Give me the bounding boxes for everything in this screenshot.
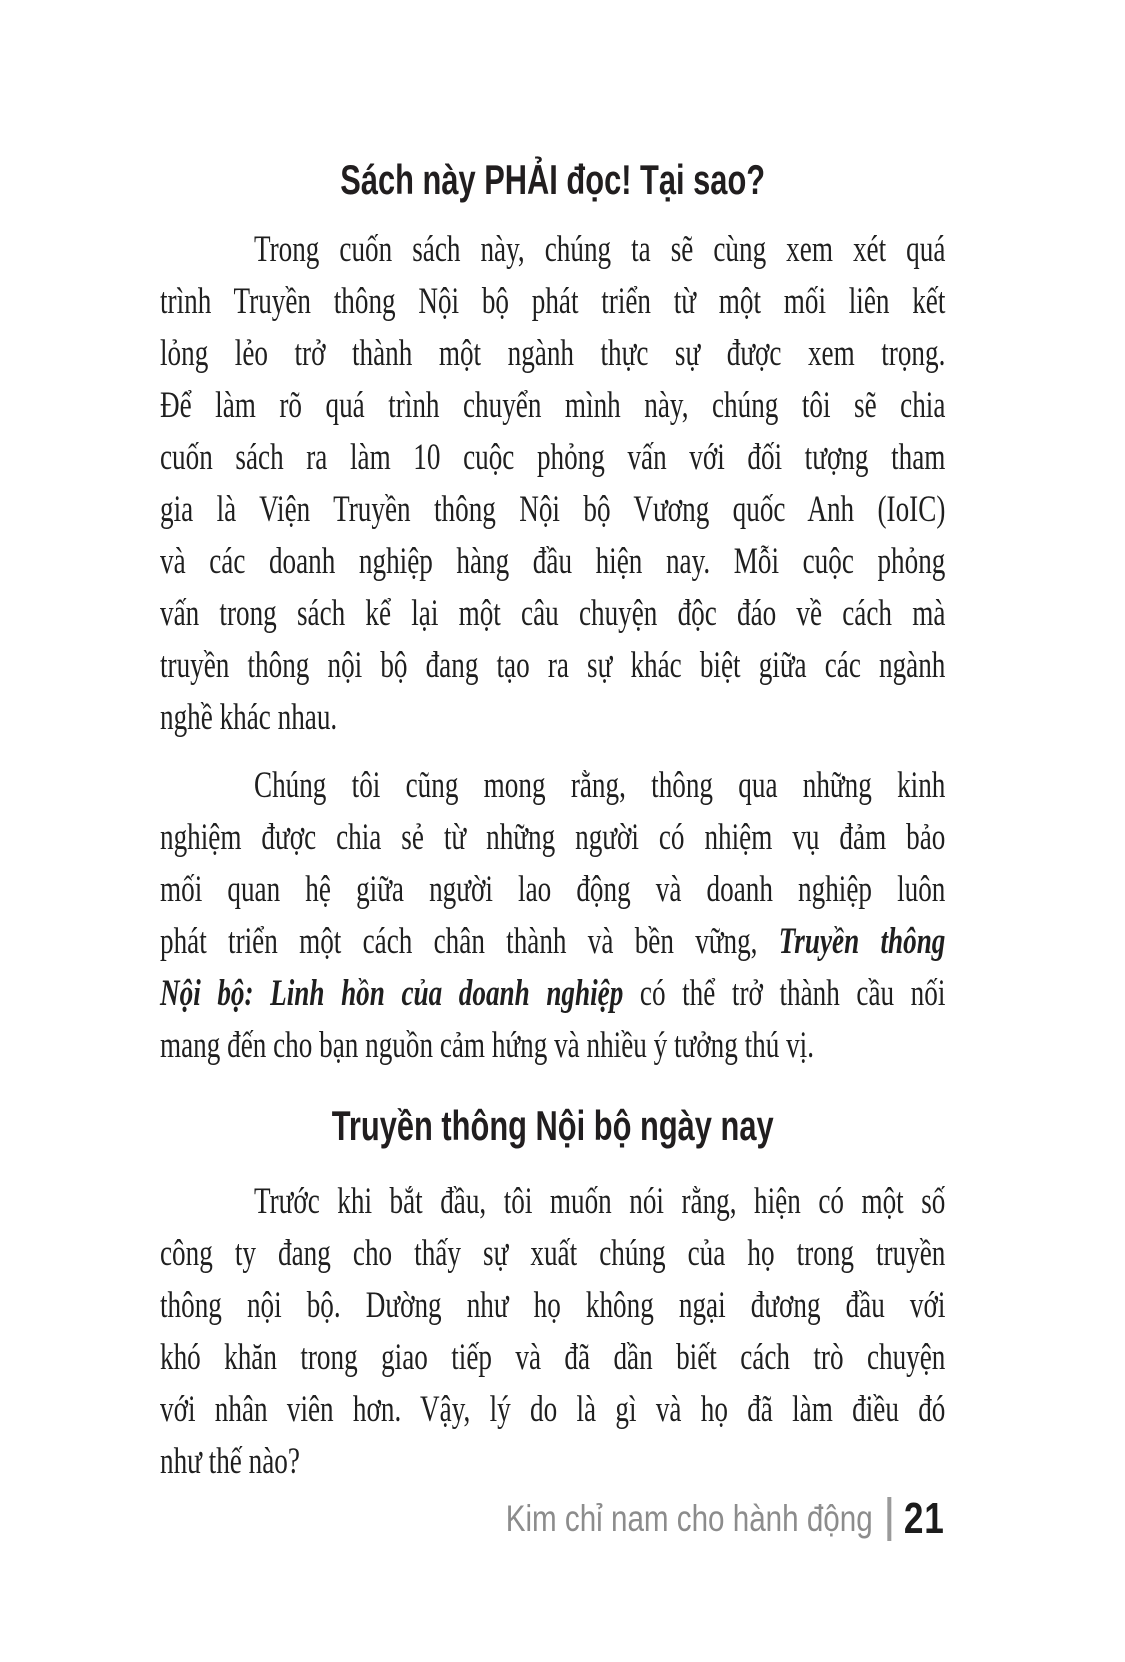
text-line bbox=[160, 968, 945, 1020]
text-segment: và các doanh nghiệp hàng đầu hiện nay. Mỗi cuộc phỏng bbox=[160, 541, 946, 582]
text-segment: với nhân viên hơn. Vậy, lý do là gì và họ đã làm điều đó bbox=[160, 1389, 946, 1430]
text-segment: Để làm rõ quá trình chuyển mình này, chúng tôi sẽ chia bbox=[160, 385, 946, 426]
text-segment: cuốn sách ra làm 10 cuộc phỏng vấn với đối tượng tham bbox=[160, 437, 946, 478]
text-line bbox=[160, 760, 945, 812]
paragraph bbox=[160, 224, 945, 744]
heading-internal-comms-today: Truyền thông Nội bộ ngày nay bbox=[331, 1102, 774, 1149]
text-segment: vấn trong sách kể lại một câu chuyện độc đáo về cách mà bbox=[160, 593, 946, 634]
text-line bbox=[160, 1280, 945, 1332]
text-line bbox=[160, 916, 945, 968]
footer-page-number: 21 bbox=[904, 1494, 945, 1543]
text-line bbox=[160, 380, 945, 432]
text-line bbox=[160, 864, 945, 916]
text-segment: khó khăn trong giao tiếp và đã dần biết cách trò chuyện bbox=[160, 1337, 946, 1378]
text-segment: mang đến cho bạn nguồn cảm hứng và nhiều ý tưởng thú vị. bbox=[160, 1025, 814, 1066]
text-line bbox=[160, 812, 945, 864]
text-segment: Trước khi bắt đầu, tôi muốn nói rằng, hiện có một số bbox=[253, 1181, 946, 1222]
text-line bbox=[160, 1020, 945, 1072]
text-column bbox=[160, 150, 945, 1504]
heading-why-read-this-book: Sách này PHẢI đọc! Tại sao? bbox=[340, 156, 766, 203]
text-line bbox=[160, 692, 945, 744]
text-segment: thông nội bộ. Dường như họ không ngại đương đầu với bbox=[160, 1285, 946, 1326]
paragraph bbox=[160, 1176, 945, 1488]
text-segment: trình Truyền thông Nội bộ phát triển từ một mối liên kết bbox=[160, 281, 946, 322]
text-segment: như thế nào? bbox=[160, 1441, 300, 1482]
text-line bbox=[160, 588, 945, 640]
footer-divider bbox=[887, 1497, 891, 1541]
footer-running-title: Kim chỉ nam cho hành động bbox=[506, 1498, 874, 1539]
page-footer bbox=[506, 1494, 945, 1544]
text-segment: nghề khác nhau. bbox=[160, 697, 338, 738]
text-segment: lỏng lẻo trở thành một ngành thực sự được xem trọng. bbox=[160, 333, 946, 374]
text-line bbox=[160, 328, 945, 380]
text-segment: Chúng tôi cũng mong rằng, thông qua những kinh bbox=[253, 765, 946, 806]
text-segment: truyền thông nội bộ đang tạo ra sự khác biệt giữa các ngành bbox=[160, 645, 946, 686]
book-title-emphasis: Nội bộ: Linh hồn của doanh nghiệp bbox=[160, 973, 624, 1014]
text-segment: mối quan hệ giữa người lao động và doanh nghiệp luôn bbox=[160, 869, 946, 910]
text-line bbox=[160, 1332, 945, 1384]
text-line bbox=[160, 484, 945, 536]
text-segment: có thể trở thành cầu nối bbox=[623, 973, 946, 1014]
section-1-paragraphs bbox=[160, 224, 945, 1072]
paragraph bbox=[160, 760, 945, 1072]
text-line bbox=[160, 640, 945, 692]
text-line bbox=[160, 1176, 945, 1228]
text-segment: Trong cuốn sách này, chúng ta sẽ cùng xem xét quá bbox=[253, 229, 946, 270]
section-2-paragraphs bbox=[160, 1176, 945, 1488]
text-segment: nghiệm được chia sẻ từ những người có nhiệm vụ đảm bảo bbox=[160, 817, 946, 858]
text-line bbox=[160, 1436, 945, 1488]
book-title-emphasis: Truyền thông bbox=[778, 921, 946, 962]
text-line bbox=[160, 1228, 945, 1280]
text-segment: công ty đang cho thấy sự xuất chúng của họ trong truyền bbox=[160, 1233, 946, 1274]
text-line bbox=[160, 536, 945, 588]
text-segment: phát triển một cách chân thành và bền vững, bbox=[160, 921, 779, 962]
text-segment: gia là Viện Truyền thông Nội bộ Vương quốc Anh (IoIC) bbox=[160, 489, 946, 530]
text-line bbox=[160, 224, 945, 276]
text-line bbox=[160, 1384, 945, 1436]
text-line bbox=[160, 432, 945, 484]
text-line bbox=[160, 276, 945, 328]
